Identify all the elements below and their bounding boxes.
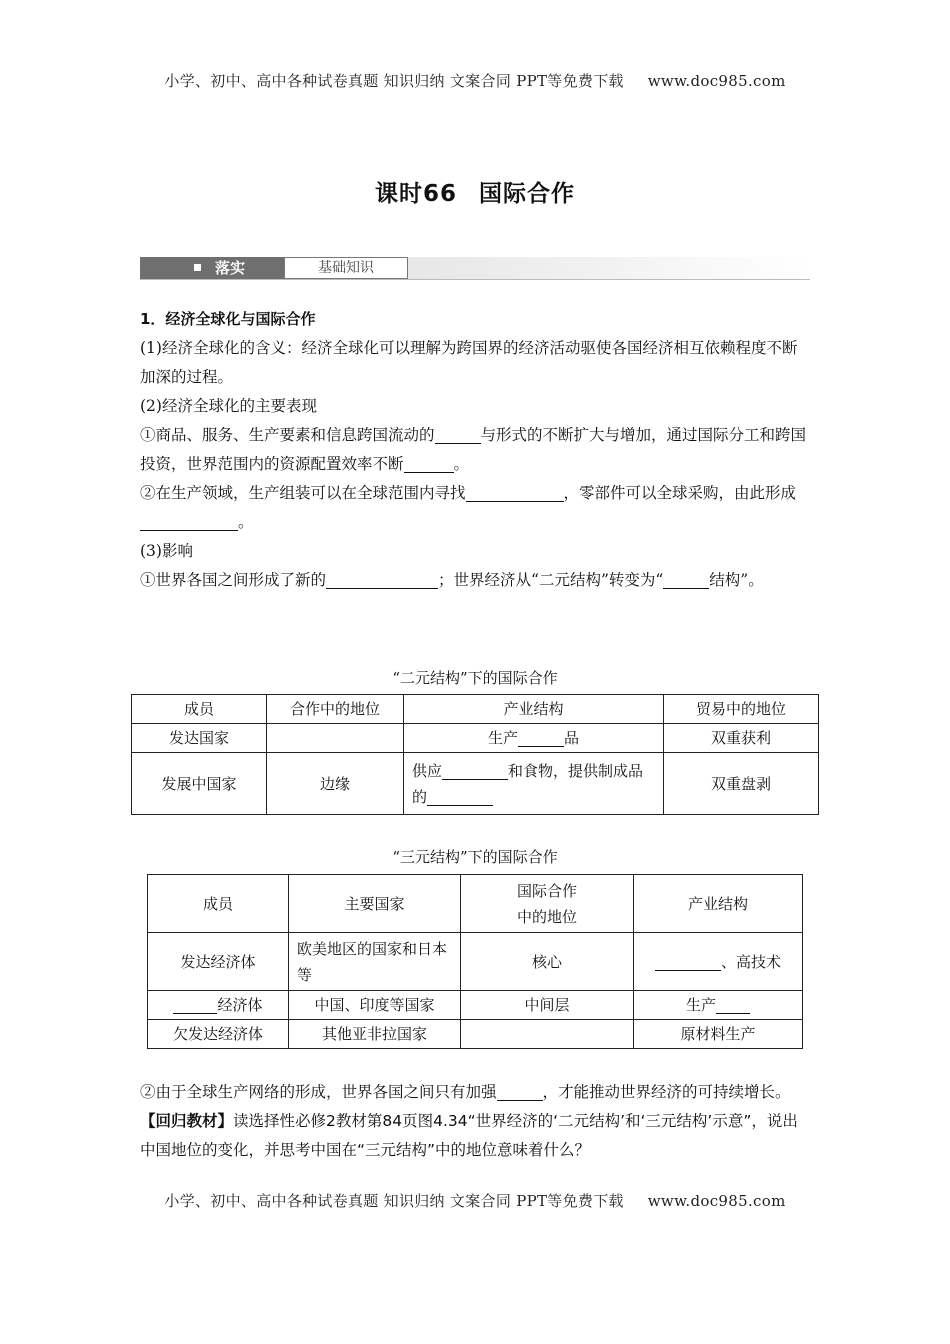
table-header-cell: 产业结构 <box>404 695 664 724</box>
table-header-cell <box>461 875 634 933</box>
table-cell <box>148 991 289 1020</box>
table-header-cell: 成员 <box>132 695 267 724</box>
triple-structure-table <box>147 874 803 1049</box>
text-segment: ①商品、服务、生产要素和信息跨国流动的 <box>140 426 435 444</box>
table-cell: 欠发达经济体 <box>148 1020 289 1049</box>
header-url[interactable]: www.doc985.com <box>647 72 786 90</box>
table-cell: 欧美地区的国家和日本等 <box>289 933 461 991</box>
banner-dark-tab <box>140 257 284 279</box>
text-segment: ①世界各国之间形成了新的 <box>140 571 327 589</box>
table-cell <box>404 724 664 753</box>
title-topic: 国际合作 <box>479 181 575 207</box>
paragraph-manifestations-heading: (2)经济全球化的主要表现 <box>140 397 317 415</box>
table-cell: 发达国家 <box>132 724 267 753</box>
text-segment: 经济体 <box>217 996 263 1014</box>
fill-blank[interactable] <box>663 570 709 589</box>
table-cell: 核心 <box>461 933 634 991</box>
text-segment: ②在生产领域，生产组装可以在全球范围内寻找 <box>140 484 466 502</box>
table-cell: 中间层 <box>461 991 634 1020</box>
table2-caption: “三元结构”下的国际合作 <box>392 848 558 866</box>
fill-blank[interactable] <box>442 761 508 780</box>
text-segment: 和食物，提供制成品的 <box>412 761 644 806</box>
page-title <box>0 175 950 208</box>
question-text: 读选择性必修2教材第84页图4.34“世界经济的‘二元结构’和‘三元结构’示意”，说出中国地位的变化，并思考中国在“三元结构”中的地位意味着什么？ <box>140 1112 798 1159</box>
table-header-cell: 合作中的地位 <box>267 695 404 724</box>
main-content <box>140 305 812 595</box>
table-cell <box>461 1020 634 1049</box>
text-segment: 。 <box>238 513 254 531</box>
text-segment: 结构”。 <box>709 571 764 589</box>
text-segment: ，才能推动世界经济的可持续增长。 <box>542 1083 791 1101</box>
fill-blank[interactable] <box>655 952 721 971</box>
text-segment: 生产 <box>685 996 716 1014</box>
table-cell <box>267 724 404 753</box>
footer-text: 小学、初中、高中各种试卷真题 知识归纳 文案合同 PPT等免费下载 <box>164 1192 624 1210</box>
table-header-cell: 成员 <box>148 875 289 933</box>
text-segment: 品 <box>564 729 580 747</box>
table-cell <box>404 753 664 815</box>
banner-dark-label: 落实 <box>215 259 246 277</box>
fill-blank[interactable] <box>140 512 238 531</box>
table-cell: 双重盘剥 <box>664 753 819 815</box>
section-banner <box>140 257 810 280</box>
section-heading: 1．经济全球化与国际合作 <box>140 310 316 328</box>
table-header-cell: 主要国家 <box>289 875 461 933</box>
text-segment: 、高技术 <box>720 952 781 971</box>
paragraph-impact-heading: (3)影响 <box>140 542 193 560</box>
title-lesson: 课时66 <box>374 181 457 207</box>
paragraph-impact-2 <box>140 1078 812 1107</box>
table-row <box>132 724 819 753</box>
textbook-question <box>140 1107 812 1165</box>
text-segment: 国际合作中的地位 <box>516 881 577 926</box>
table-cell: 发达经济体 <box>148 933 289 991</box>
fill-blank[interactable] <box>716 995 750 1014</box>
paragraph-manifestation-1 <box>140 421 812 479</box>
table-cell: 其他亚非拉国家 <box>289 1020 461 1049</box>
text-segment: ；世界经济从“二元结构”转变为“ <box>438 571 664 589</box>
table-cell: 双重获利 <box>664 724 819 753</box>
table1-caption: “二元结构”下的国际合作 <box>392 669 558 687</box>
paragraph-manifestation-2 <box>140 479 812 537</box>
table-header-row <box>132 695 819 724</box>
fill-blank[interactable] <box>518 728 564 747</box>
table-cell: 原材料生产 <box>634 1020 803 1049</box>
header-text: 小学、初中、高中各种试卷真题 知识归纳 文案合同 PPT等免费下载 <box>164 72 624 90</box>
text-segment: ②由于全球生产网络的形成，世界各国之间只有加强 <box>140 1083 497 1101</box>
text-segment: 与形式的不断扩大与增加，通过国际分工和跨国投资，世界范围内的资源配置效率不断 <box>140 426 807 473</box>
fill-blank[interactable] <box>427 787 493 806</box>
page-header <box>0 70 950 91</box>
fill-blank[interactable] <box>466 483 564 502</box>
closing-content <box>140 1078 812 1165</box>
table-header-cell: 贸易中的地位 <box>664 695 819 724</box>
footer-url[interactable]: www.doc985.com <box>647 1192 786 1210</box>
paragraph-definition: (1)经济全球化的含义：经济全球化可以理解为跨国界的经济活动驱使各国经济相互依赖程度不断加深的过程。 <box>140 339 798 386</box>
text-segment: 。 <box>453 455 470 473</box>
table-header-row <box>148 875 803 933</box>
table-cell: 发展中国家 <box>132 753 267 815</box>
table-row <box>132 753 819 815</box>
table-row <box>148 991 803 1020</box>
banner-light-label: 基础知识 <box>284 257 408 279</box>
table-cell <box>634 933 803 991</box>
table-row <box>148 933 803 991</box>
dual-structure-table <box>131 694 819 815</box>
table-cell: 中国、印度等国家 <box>289 991 461 1020</box>
question-tag: 【回归教材】 <box>140 1112 234 1130</box>
fill-blank[interactable] <box>497 1082 543 1101</box>
fill-blank[interactable] <box>173 995 217 1014</box>
text-segment: 供应 <box>412 761 443 780</box>
table-cell: 边缘 <box>267 753 404 815</box>
fill-blank[interactable] <box>435 425 481 444</box>
fill-blank[interactable] <box>326 570 438 589</box>
paragraph-impact-1 <box>140 566 812 595</box>
table-row <box>148 1020 803 1049</box>
table-header-cell: 产业结构 <box>634 875 803 933</box>
text-segment: ，零部件可以全球采购，由此形成 <box>563 484 797 502</box>
page-footer <box>0 1190 950 1211</box>
fill-blank[interactable] <box>404 454 454 473</box>
square-bullet-icon <box>194 264 201 271</box>
text-segment: 生产 <box>487 729 518 747</box>
table-cell <box>634 991 803 1020</box>
